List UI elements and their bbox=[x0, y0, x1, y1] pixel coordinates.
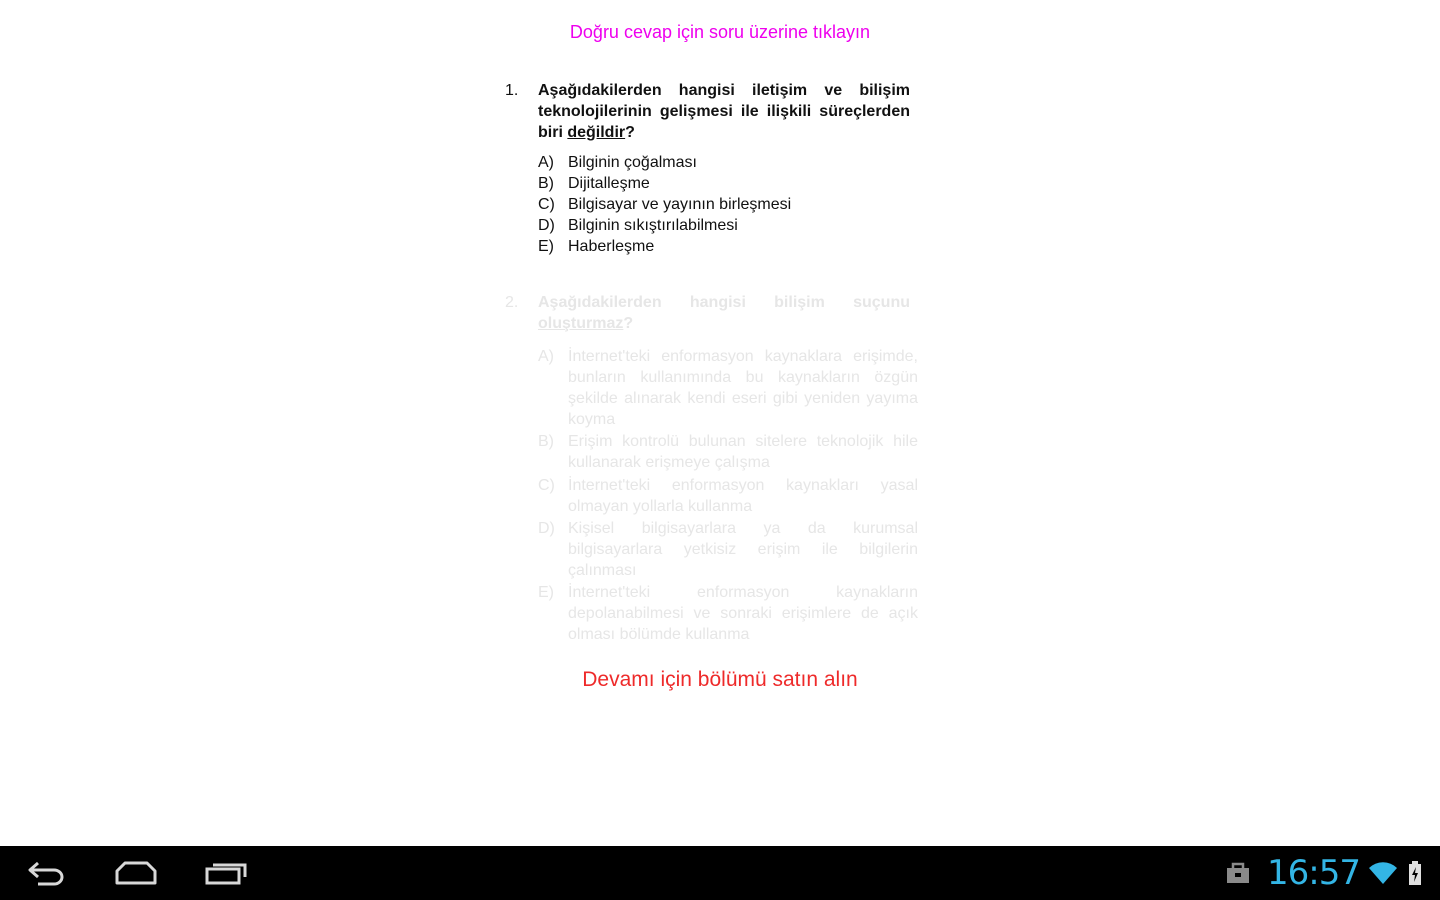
option-letter: E) bbox=[538, 584, 554, 601]
option-e bbox=[538, 582, 918, 645]
option-text: Erişim kontrolü bulunan sitelere teknolojik hile kullanarak erişmeye çalışma bbox=[568, 433, 918, 471]
option-c bbox=[538, 475, 918, 517]
home-icon bbox=[113, 859, 159, 887]
option-letter: A) bbox=[538, 154, 554, 171]
option-b[interactable] bbox=[538, 173, 918, 194]
option-letter: B) bbox=[538, 433, 554, 450]
question-number: 1. bbox=[505, 82, 519, 99]
back-button[interactable] bbox=[16, 854, 76, 892]
options-list bbox=[538, 152, 918, 257]
option-letter: B) bbox=[538, 175, 554, 192]
option-letter: D) bbox=[538, 520, 555, 537]
question-text-part: Aşağıdakilerden hangisi bilişim suçunu bbox=[538, 294, 910, 311]
option-text: Haberleşme bbox=[568, 238, 655, 255]
clock: 16:57 bbox=[1267, 853, 1360, 893]
wifi-icon bbox=[1368, 860, 1398, 886]
option-letter: D) bbox=[538, 217, 555, 234]
option-letter: E) bbox=[538, 238, 554, 255]
option-text: Bilginin çoğalması bbox=[568, 154, 697, 171]
option-text: İnternet'teki enformasyon kaynakları yasal olmayan yollarla kullanma bbox=[568, 477, 918, 515]
battery-charging-icon bbox=[1408, 861, 1422, 885]
option-e[interactable] bbox=[538, 236, 918, 257]
question-emphasis: oluşturmaz bbox=[538, 315, 624, 332]
option-letter: C) bbox=[538, 477, 555, 494]
recent-apps-button[interactable] bbox=[196, 854, 256, 892]
question-text bbox=[538, 292, 910, 334]
question-text-end: ? bbox=[623, 315, 634, 332]
option-text: Bilginin sıkıştırılabilmesi bbox=[568, 217, 738, 234]
option-d bbox=[538, 518, 918, 581]
status-area[interactable] bbox=[1225, 846, 1440, 900]
question-emphasis: değildir bbox=[567, 124, 626, 141]
option-text: Dijitalleşme bbox=[568, 175, 650, 192]
buy-section-link[interactable]: Devamı için bölümü satın alın bbox=[582, 668, 858, 691]
recent-apps-icon bbox=[203, 859, 249, 887]
option-a bbox=[538, 346, 918, 430]
option-text: İnternet'teki enformasyon kaynakların depolanabilmesi ve sonraki erişimlere de açık olması bölümde kullanma bbox=[568, 584, 918, 643]
instruction-text: Doğru cevap için soru üzerine tıklayın bbox=[569, 22, 871, 42]
option-text: Bilgisayar ve yayının birleşmesi bbox=[568, 196, 792, 213]
option-text: İnternet'teki enformasyon kaynaklara erişimde, bunların kullanımında bu kaynakların özgün şekilde alınarak kendi eseri gibi yeniden yayıma koyma bbox=[568, 348, 918, 428]
option-text: Kişisel bilgisayarlara ya da kurumsal bilgisayarlara yetkisiz erişim ile bilgilerin çalınması bbox=[568, 520, 918, 579]
back-icon bbox=[24, 859, 68, 887]
system-navigation-bar bbox=[0, 846, 1440, 900]
option-letter: C) bbox=[538, 196, 555, 213]
option-c[interactable] bbox=[538, 194, 918, 215]
question-text[interactable] bbox=[538, 80, 910, 143]
option-b bbox=[538, 431, 918, 473]
store-bag-icon bbox=[1225, 861, 1251, 885]
options-list bbox=[538, 346, 918, 645]
home-button[interactable] bbox=[106, 854, 166, 892]
question-text-end: ? bbox=[625, 124, 635, 141]
question-text-part: Aşağıdakilerden hangisi iletişim ve bilişim teknolojilerinin gelişmesi ile ilişkili süreçlerden biri bbox=[538, 82, 910, 141]
question-number: 2. bbox=[505, 294, 519, 311]
option-d[interactable] bbox=[538, 215, 918, 236]
option-a[interactable] bbox=[538, 152, 918, 173]
option-letter: A) bbox=[538, 348, 554, 365]
